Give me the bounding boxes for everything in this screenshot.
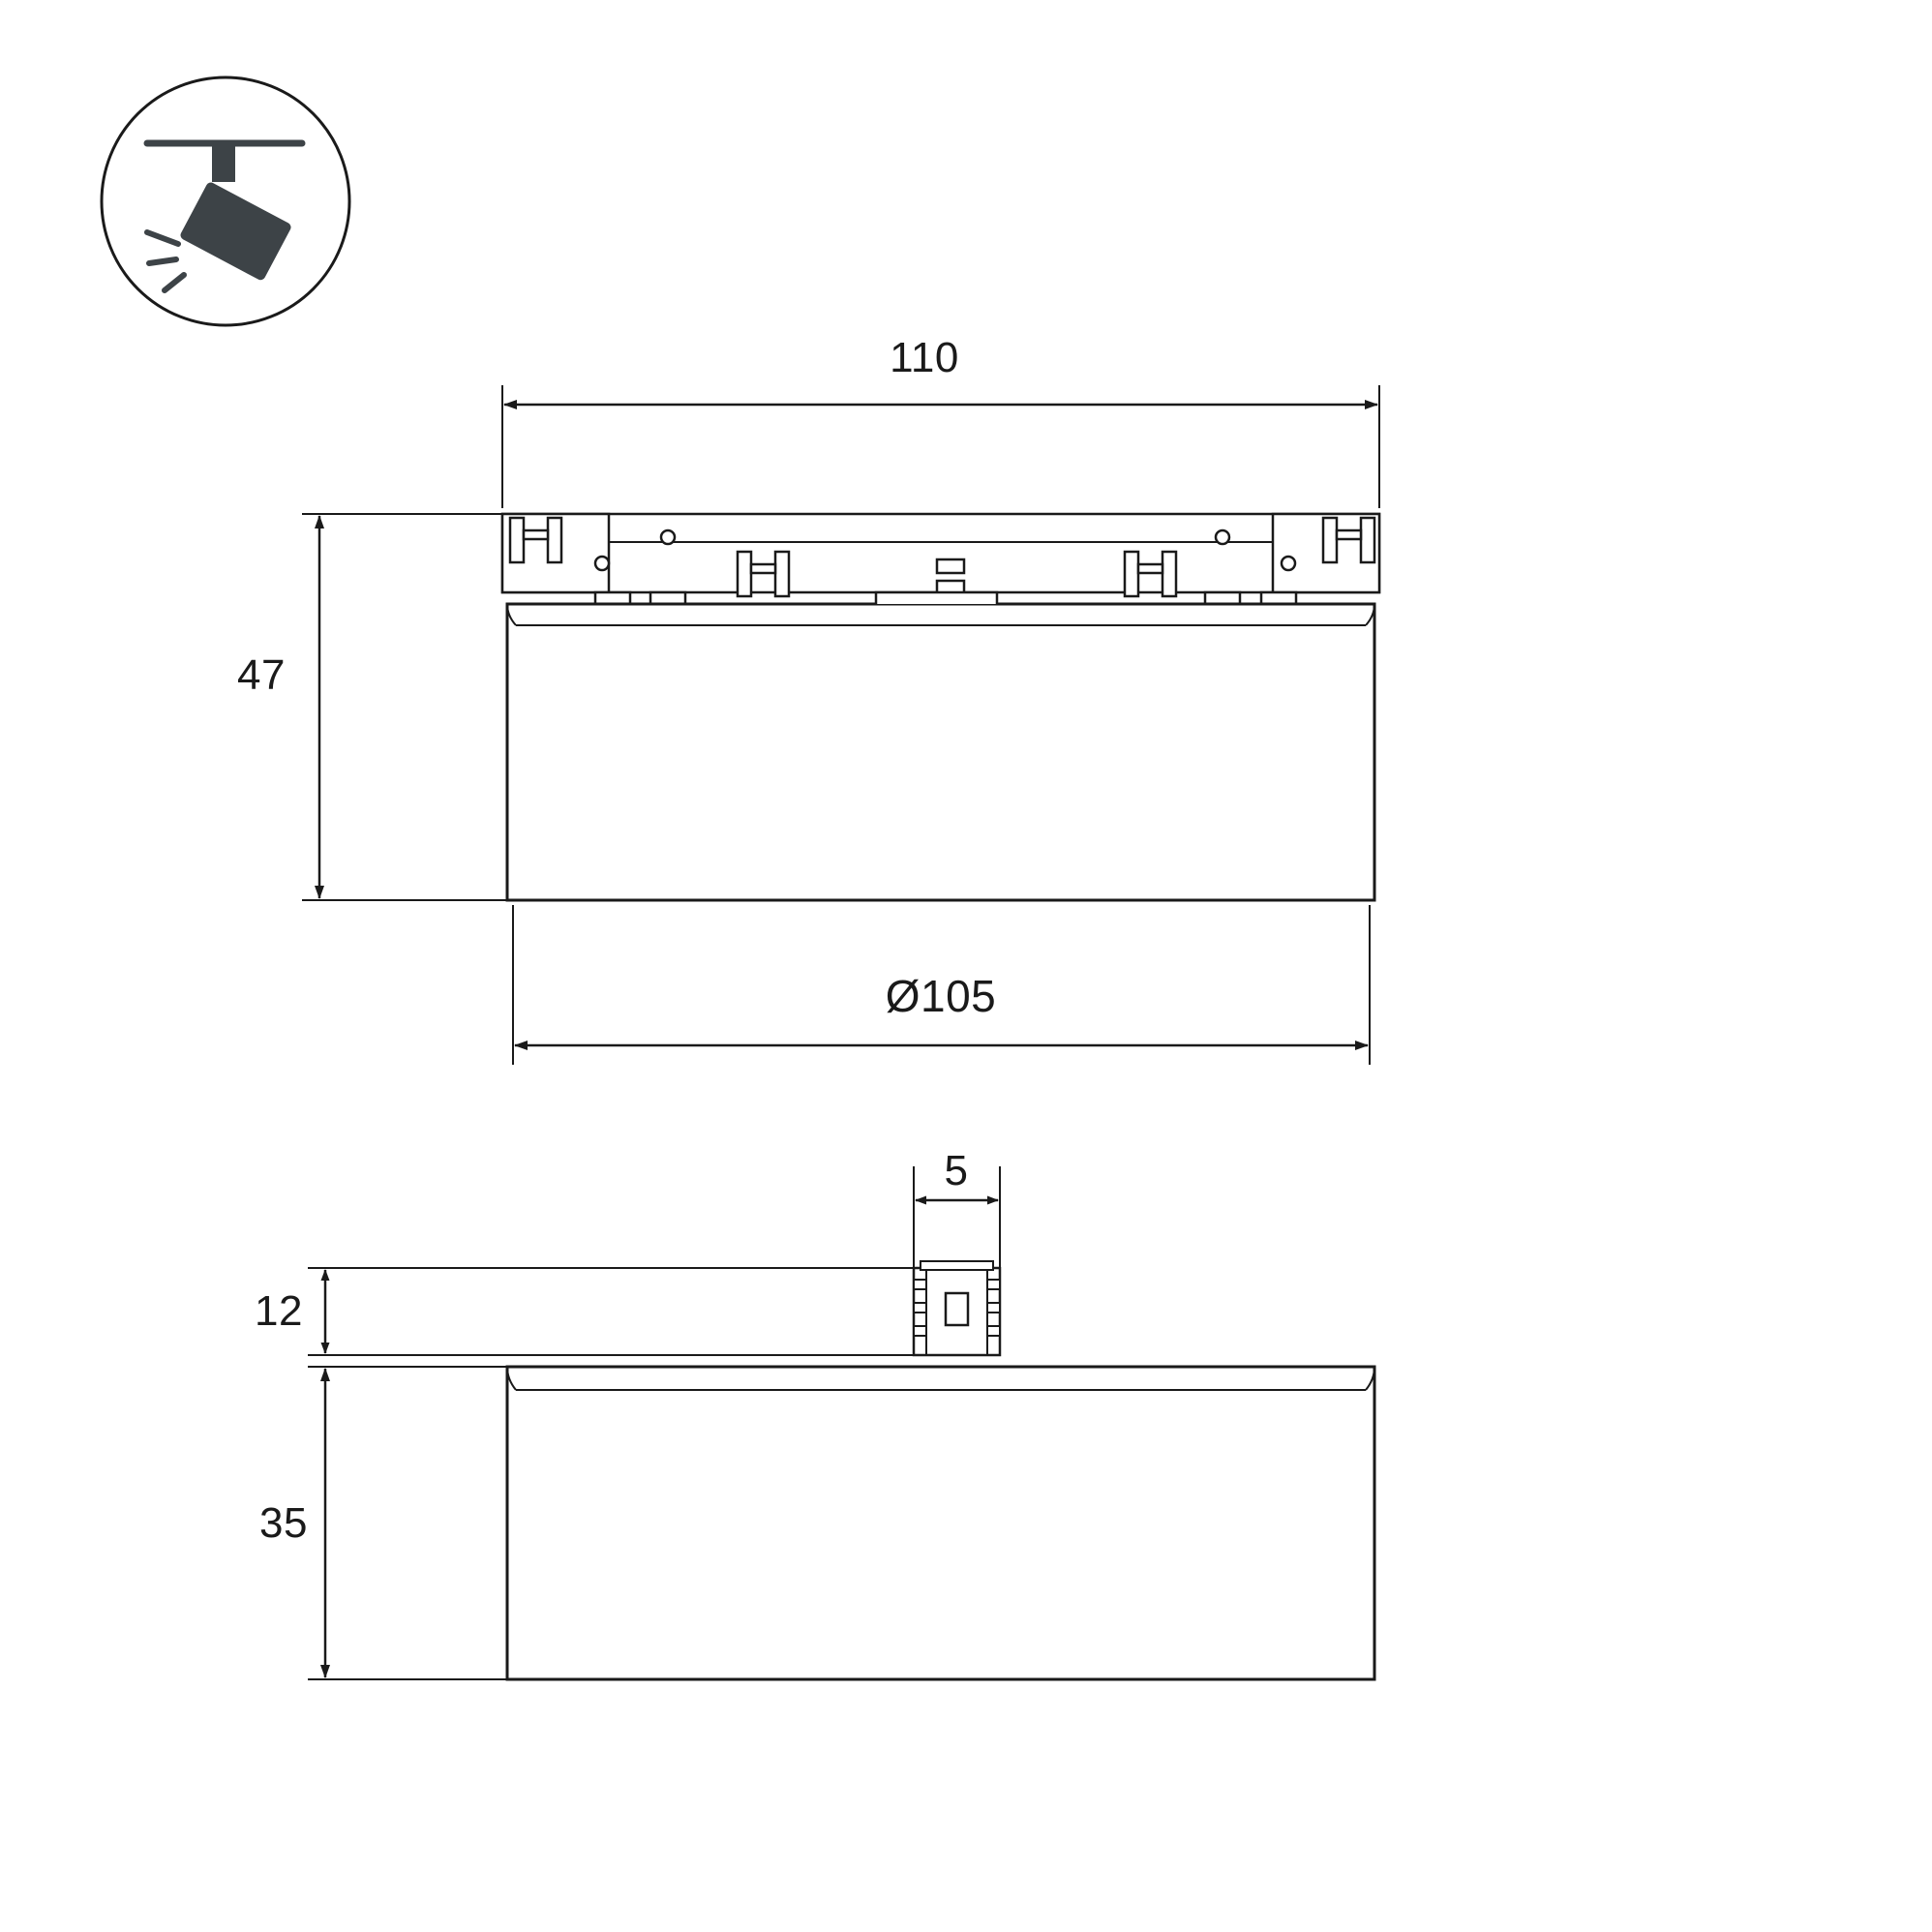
- luminaire-body-side: [507, 592, 1374, 900]
- side-view: [302, 385, 1379, 1065]
- dimension-label-5: 5: [944, 1147, 969, 1194]
- dimension-label-35: 35: [259, 1499, 308, 1547]
- dimension-label-110: 110: [890, 334, 959, 381]
- luminaire-body-front: [507, 1367, 1374, 1679]
- dimension-label-diameter-105: Ø105: [885, 971, 997, 1021]
- dimension-label-12: 12: [255, 1287, 303, 1335]
- track-mount-front: [914, 1261, 1000, 1355]
- dimension-110: [502, 385, 1379, 508]
- dimension-12: [308, 1268, 929, 1355]
- track-spotlight-icon: [102, 77, 349, 325]
- dimension-47: [302, 514, 523, 900]
- dimension-35: [308, 1367, 513, 1679]
- front-view: [308, 1166, 1374, 1679]
- track-adapter-side: [502, 514, 1379, 604]
- dimension-label-47: 47: [237, 651, 286, 699]
